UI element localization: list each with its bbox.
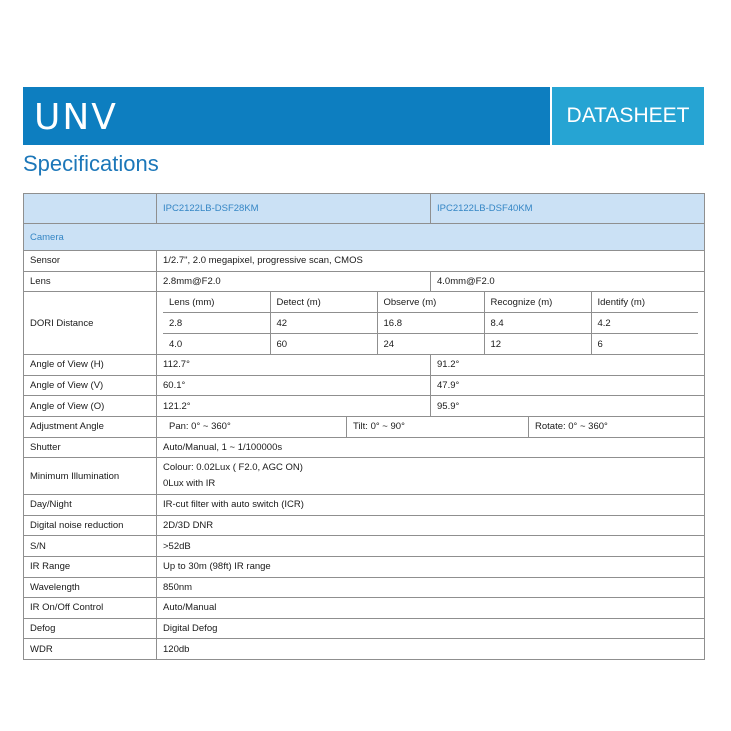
brand-logo: UNV (34, 97, 118, 138)
table-row (24, 458, 705, 495)
row-value: 2D/3D DNR (157, 515, 705, 536)
row-label: Lens (24, 271, 157, 292)
table-row (24, 271, 705, 292)
row-value: 47.9° (431, 375, 705, 396)
row-label: Minimum Illumination (24, 458, 157, 495)
row-value: 4.0mm@F2.0 (431, 271, 705, 292)
dori-header: Observe (m) (377, 292, 484, 313)
row-label: Angle of View (V) (24, 375, 157, 396)
model-header-row (24, 194, 705, 224)
adjust-values-cell (157, 416, 705, 437)
row-value: 120db (157, 639, 705, 660)
dori-cell: 24 (377, 334, 484, 355)
dori-data-row (163, 313, 698, 334)
page-title: Specifications (23, 151, 159, 176)
row-value (157, 458, 705, 495)
section-row (24, 224, 705, 251)
dori-cell: 4.0 (163, 334, 270, 355)
row-label: IR On/Off Control (24, 598, 157, 619)
table-row (24, 639, 705, 660)
model-name: IPC2122LB-DSF28KM (157, 194, 431, 224)
row-value: >52dB (157, 536, 705, 557)
table-row (24, 396, 705, 417)
spec-table (23, 193, 705, 660)
row-label: Wavelength (24, 577, 157, 598)
row-label: Digital noise reduction (24, 515, 157, 536)
row-value: IR-cut filter with auto switch (ICR) (157, 495, 705, 516)
value-line: 0Lux with IR (163, 478, 216, 490)
row-label: Shutter (24, 437, 157, 458)
dori-row (24, 292, 705, 355)
dori-cell: 2.8 (163, 313, 270, 334)
dori-header: Recognize (m) (484, 292, 591, 313)
dori-subtable-cell (157, 292, 705, 355)
rotate-range: Rotate: 0° ~ 360° (528, 417, 698, 437)
row-value: 121.2° (157, 396, 431, 417)
row-label: Defog (24, 618, 157, 639)
row-label: Sensor (24, 251, 157, 272)
dori-header: Detect (m) (270, 292, 377, 313)
row-value: Auto/Manual, 1 ~ 1/100000s (157, 437, 705, 458)
dori-cell: 4.2 (591, 313, 698, 334)
dori-cell: 42 (270, 313, 377, 334)
header-blank-cell (24, 194, 157, 224)
row-value: 60.1° (157, 375, 431, 396)
value-line: Colour: 0.02Lux ( F2.0, AGC ON) (163, 462, 303, 474)
row-value: Up to 30m (98ft) IR range (157, 556, 705, 577)
row-value: Digital Defog (157, 618, 705, 639)
datasheet-label: DATASHEET (550, 87, 704, 145)
row-label: DORI Distance (24, 292, 157, 355)
table-row (24, 515, 705, 536)
dori-cell: 8.4 (484, 313, 591, 334)
dori-cell: 16.8 (377, 313, 484, 334)
dori-cell: 60 (270, 334, 377, 355)
row-label: Angle of View (O) (24, 396, 157, 417)
row-value: 1/2.7", 2.0 megapixel, progressive scan, CMOS (157, 251, 705, 272)
table-row (24, 416, 705, 437)
row-label: IR Range (24, 556, 157, 577)
row-value: Auto/Manual (157, 598, 705, 619)
table-row (24, 251, 705, 272)
table-row (24, 355, 705, 376)
table-row (24, 437, 705, 458)
table-row (24, 375, 705, 396)
row-label: S/N (24, 536, 157, 557)
dori-cell: 12 (484, 334, 591, 355)
table-row (24, 598, 705, 619)
dori-header: Lens (mm) (169, 296, 215, 308)
row-value: 850nm (157, 577, 705, 598)
row-value: 2.8mm@F2.0 (157, 271, 431, 292)
dori-header: Identify (m) (591, 292, 698, 313)
row-value: 91.2° (431, 355, 705, 376)
dori-header-row (163, 292, 698, 313)
row-label: Angle of View (H) (24, 355, 157, 376)
adjust-values (163, 417, 698, 437)
dori-cell: 6 (591, 334, 698, 355)
dori-data-row (163, 334, 698, 355)
table-row (24, 577, 705, 598)
row-label: Adjustment Angle (24, 416, 157, 437)
row-label: WDR (24, 639, 157, 660)
pan-range: Pan: 0° ~ 360° (169, 421, 231, 433)
tilt-range: Tilt: 0° ~ 90° (346, 417, 528, 437)
table-row (24, 536, 705, 557)
row-value: 95.9° (431, 396, 705, 417)
row-value: 112.7° (157, 355, 431, 376)
model-name: IPC2122LB-DSF40KM (431, 194, 705, 224)
table-row (24, 495, 705, 516)
table-row (24, 556, 705, 577)
dori-subtable (163, 292, 698, 354)
section-title: Camera (24, 224, 705, 251)
table-row (24, 618, 705, 639)
row-label: Day/Night (24, 495, 157, 516)
